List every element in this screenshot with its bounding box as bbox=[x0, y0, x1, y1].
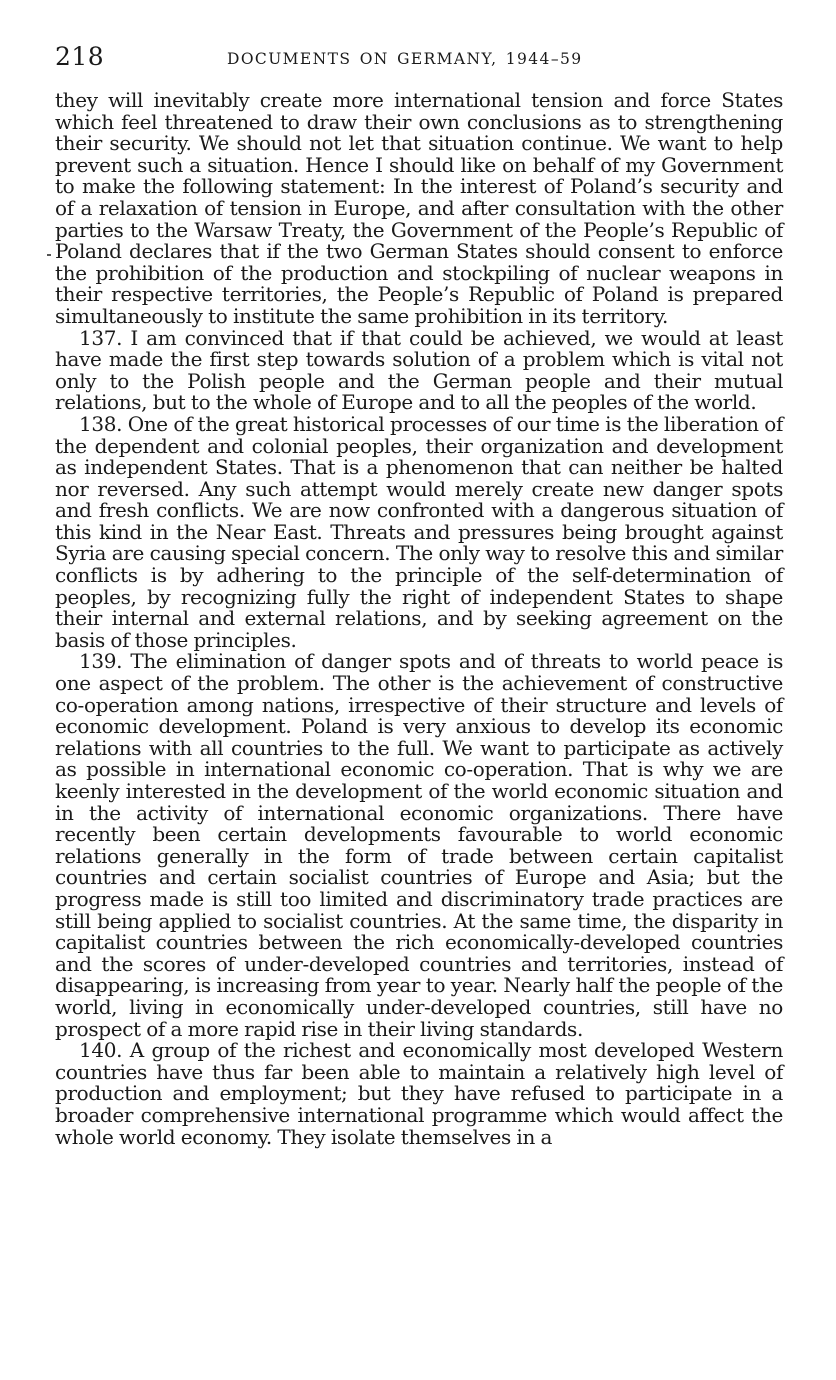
paragraph-138 bbox=[55, 411, 783, 652]
page-number: 218 bbox=[55, 42, 105, 71]
paragraph-140 bbox=[55, 1040, 783, 1148]
body-text bbox=[55, 90, 783, 1148]
paragraph-continued bbox=[55, 90, 783, 328]
paragraph-number: 138. bbox=[79, 411, 123, 436]
margin-mark bbox=[47, 254, 51, 256]
paragraph-137 bbox=[55, 325, 783, 415]
paragraph-number: 140. bbox=[79, 1038, 123, 1063]
document-page bbox=[55, 40, 783, 1148]
paragraph-number: 137. bbox=[79, 325, 123, 350]
running-title: DOCUMENTS ON GERMANY, 1944–59 bbox=[227, 50, 583, 68]
running-head bbox=[55, 40, 783, 74]
paragraph-text: I am convinced that if that could be achieved, we would at least have made the first step towards solution of a problem which is vital not only to the Polish people and the German people and their mutual relations, but to the whole of Europe and to all the peoples of the world. bbox=[55, 325, 783, 415]
paragraph-text: The elimination of danger spots and of threats to world peace is one aspect of the problem. The other is the achievement of constructive co-operation among nations, irrespective of their structure and levels of economic development. Poland is very anxious to develop its economic relations with all countries to the full. We want to participate as actively as possible in international economic co-operation. That is why we are keenly interested in the development of the world economic situation and in the activity of international economic organizations. There have recently been certain developments favourable to world economic relations generally in the form of trade between certain capitalist countries and certain socialist countries of Europe and Asia; but the progress made is still too limited and discriminatory trade practices are still being applied to socialist countries. At the same time, the disparity in capitalist countries between the rich economically-developed countries and the scores of under-developed countries and territories, instead of disappearing, is increasing from year to year. Nearly half the people of the world, living in economically under-developed countries, still have no prospect of a more rapid rise in their living standards. bbox=[55, 649, 783, 1041]
paragraph-text: One of the great historical processes of our time is the liberation of the dependent and colonial peoples, their organization and development as independent States. That is a phenomenon that can neither be halted nor reversed. Any such attempt would merely create new danger spots and fresh conflicts. We are now confronted with a dangerous situation of this kind in the Near East. Threats and pressures being brought against Syria are causing special concern. The only way to resolve this and similar conflicts is by adhering to the principle of the self-determination of peoples, by recognizing fully the right of independent States to shape their internal and external relations, and by seeking agreement on the basis of those principles. bbox=[55, 411, 783, 652]
paragraph-text: they will inevitably create more international tension and force States which feel threatened to draw their own conclusions as to strengthening their security. We should not let that situation continue. We want to help prevent such a situation. Hence I should like on behalf of my Government to make the following statement: In the interest of Poland’s security and of a relaxation of tension in Europe, and after consultation with the other parties to the Warsaw Treaty, the Government of the People’s Republic of Poland declares that if the two German States should consent to enforce the prohibition of the production and stockpiling of nuclear weapons in their respective territories, the People’s Republic of Poland is prepared simultaneously to institute the same prohibition in its territory. bbox=[55, 88, 783, 328]
paragraph-139 bbox=[55, 651, 783, 1040]
paragraph-text: A group of the richest and economically most developed Western countries have thus far been able to maintain a relatively high level of production and employment; but they have refused to participate in a broader comprehensive international programme which would affect the whole world economy. They isolate themselves in a bbox=[55, 1038, 783, 1149]
paragraph-number: 139. bbox=[79, 649, 123, 674]
